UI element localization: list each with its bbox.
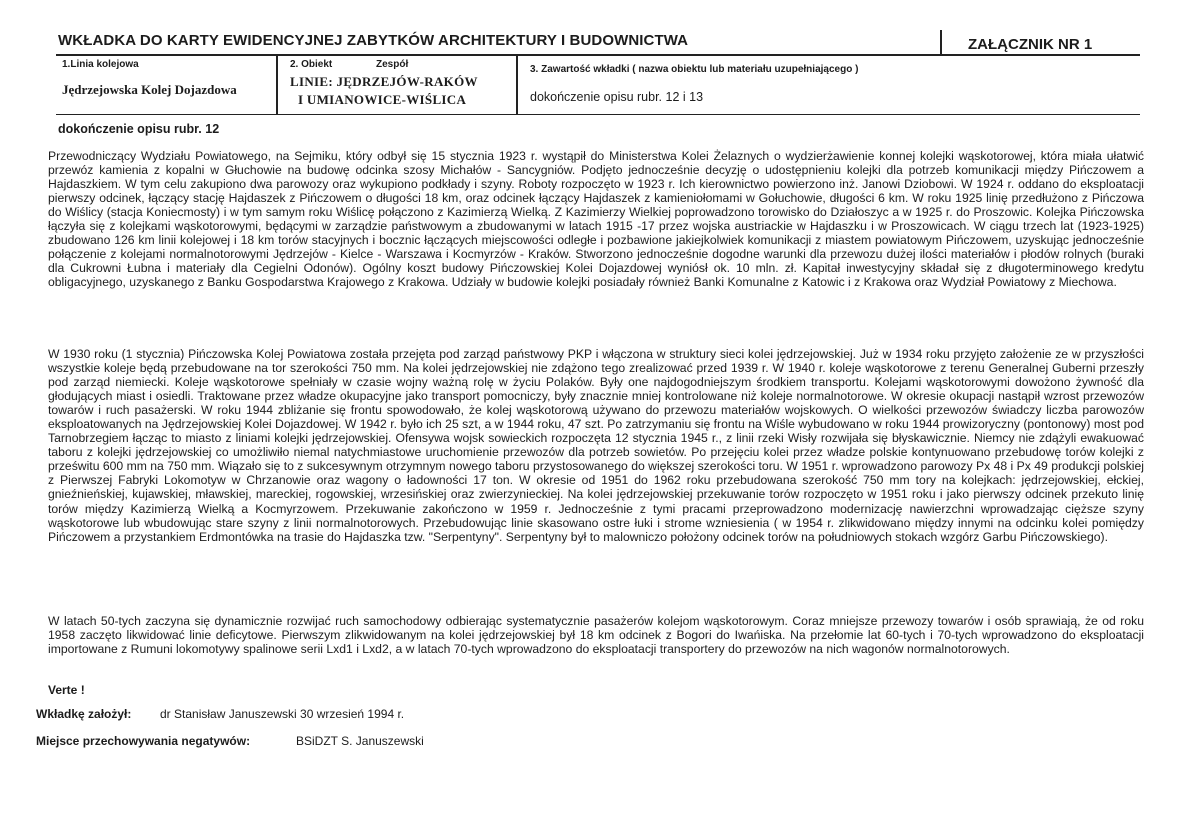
founded-label: Wkładkę założył: xyxy=(36,707,132,721)
cell-divider-1 xyxy=(276,54,278,114)
document-title: WKŁADKA DO KARTY EWIDENCYJNEJ ZABYTKÓW ARCHITEKTURY I BUDOWNICTWA xyxy=(58,32,689,49)
contents-label: 3. Zawartość wkładki ( nazwa obiektu lub materiału uzupełniającego ) xyxy=(530,64,859,75)
section-title: dokończenie opisu rubr. 12 xyxy=(58,122,220,136)
object-value-line-1: LINIE: JĘDRZEJÓW-RAKÓW xyxy=(290,74,478,89)
contents-value: dokończenie opisu rubr. 12 i 13 xyxy=(530,90,704,104)
annex-divider xyxy=(940,30,942,56)
verte-note: Verte ! xyxy=(48,683,85,697)
line-value: Jędrzejowska Kolej Dojazdowa xyxy=(62,82,237,97)
cell-divider-2 xyxy=(516,54,518,114)
cells-bottom-rule xyxy=(56,114,1140,115)
complex-label: Zespół xyxy=(376,59,409,70)
header-rule xyxy=(56,54,1140,56)
paragraph-2: W 1930 roku (1 stycznia) Pińczowska Kolej Powiatowa została przejęta pod zarząd państwowy PKP i włączona w struktury sieci kolei jędrzejowskiej. Już w 1934 roku przyjęto założenie ze w przyszłości wszystkie koleje będą przebudowane na tor szerokości 750 mm. Na kolei jędrzejowskiej nie zdążono tego zrealizować przed 1939 r. W 1940 r. koleje wąskotorowe z terenu Generalnej Guberni przeszły pod zarząd niemiecki. Koleje wąskotorowe spełniały w czasie wojny ważną rolę w życiu Polaków. Były one najdogodniejszym środkiem transportu. Kolejami wąskotorowymi dowożono żywność dla głodujących miast i osiedli. Traktowane przez władze okupacyjne jako transport pomocniczy, były znacznie mniej kontrolowane niż koleje normalnotorowe. W okresie okupacji nastąpił wzrost przewozów towarów i ruch pasażerski. W roku 1944 zbliżanie się frontu spowodowało, że kolej wąskotorową używano do przewozu materiałów wojskowych. O wielkości przewozów świadczy liczba parowozów eksploatowanych na Jędrzejowskiej Kolei Dojazdowej. W 1942 r. było ich 25 szt, a w 1944 roku, 47 szt. Po zatrzymaniu się frontu na Wiśle wybudowano w roku 1944 prowizoryczny (pontonowy) most pod Tarnobrzegiem łącząc to miasto z liniami kolejki jędrzejowskiej. Ofensywa wojsk sowieckich rozpoczęta 12 stycznia 1945 r., z linii rzeki Wisły rozwijała się błyskawicznie. Niemcy nie zdążyli ewakuować taboru z kolejki jędrzejowskiej co umożliwiło niemal natychmiastowe uruchomienie przewozów dla potrzeb sowietów. Po przejęciu kolei przez władze polskie kontynuowano przebudowę torów kolejki z prześwitu 600 mm na 750 mm. Wiązało się to z sukcesywnym otrzymnym nowego taboru przystosowanego do większej szerokości toru. W 1951 r. wprowadzono parowozy Px 48 i Px 49 produkcji polskiej z Pierwszej Fabryki Lokomotyw w Chrzanowie oraz wagony o ładowności 17 ton. W okresie od 1951 do 1962 roku przebudowana szerokość 750 mm tory na kolejkach: jędrzejowskiej, ełckiej, gnieźnieńskiej, kujawskiej, mławskiej, mareckiej, rogowskiej, wrzesińskiej oraz zwierzynieckiej. Na kolei jędrzejowskiej przekuwanie torów rozpoczęto w 1951 roku i jako pierwszy odcinek przekuto linię torów między Kazimierzą Wielką a Kocmyrzowem. Przekuwanie zakończono w 1959 r. Jednocześnie z tymi pracami przeprowadzono modernizację nawierzchni wprowadzając cięższe szyny wąskotorowe lub wbudowując stare szyny z linii normalnotorowych. Przebudowując linie skasowano ostre łuki i strome wzniesienia ( w 1954 r. zlikwidowano między innymi na odcinku kolei pomiędzy Pińczowem a przystankiem Erdmontówka na trasie do Hajdaszka tzw. "Serpentyny". Serpentyny był to malowniczo położony odcinek torów na południowych stokach wzgórz Garbu Pińczowskiego). xyxy=(48,347,1144,544)
annex-number: ZAŁĄCZNIK NR 1 xyxy=(968,36,1093,53)
founded-value: dr Stanisław Januszewski 30 wrzesień 1994 r. xyxy=(160,707,405,721)
object-label: 2. Obiekt xyxy=(290,59,333,70)
paragraph-3: W latach 50-tych zaczyna się dynamicznie rozwijać ruch samochodowy odbierając systematycznie pasażerów kolejom wąskotorowym. Coraz mniejsze przewozy towarów i osób sprawiają, że od roku 1958 zaczęto likwidować linie deficytowe. Pierwszym zlikwidowanym na kolei jędrzejowskiej był 18 km odcinek z Bogori do Iwańiska. Na przełomie lat 60-tych i 70-tych wprowadzono do eksploatacji importowane z Rumuni lokomotywy spalinowe serii Lxd1 i Lxd2, a w latach 70-tych wprowadzono do eksploatacji transportery do przewozów na nich wagonów normalnotorowych. xyxy=(48,614,1144,657)
object-value-line-2: I UMIANOWICE-WIŚLICA xyxy=(298,92,467,107)
paragraph-1: Przewodniczący Wydziału Powiatowego, na Sejmiku, który odbył się 15 stycznia 1923 r. wystąpił do Ministerstwa Kolei Żelaznych o wydzierżawienie konnej kolejki wąskotorowej, która miała ułatwić przewóz kamienia z kopalni w Głuchowie na budowę odcinka szosy Michałów - Sancygniów. Podjęto jednocześnie decyzję o udostępnieniu kolejki dla potrzeb komunikacji między Pińczowem a Hajdaszkiem. W tym celu zakupiono dwa parowozy oraz wykupiono podkłady i szyny. Roboty rozpoczęto w 1923 r. Ich kierownictwo powierzono inż. Janowi Dziobowi. W 1924 r. oddano do eksploatacji pierwszy odcinek, łączący stację Hajdaszek z Pińczowem o długości 18 km, oraz odcinek łączący Hajdaszek z kamieniołomami w Gołuchowie, długości 6 km. W roku 1925 linię przedłużono z Pińczowa do Wiślicy (stacja Koniecmosty) i w tym samym roku Wiślicę połączono z Kazimierzą Wielką. Z Kazimierzy Wielkiej poprowadzono torowisko do Działoszyc a w 1925 r. do Proszowic. Kolejka Pińczowska łączyła się z kolejkami wąskotorowymi, będącymi w zarządzie państwowym a zbudowanymi w latach 1915 -17 przez wojska austriackie w Hajdaszku i w Proszowicach. W ciągu trzech lat (1923-1925) zbudowano 126 km linii kolejowej i 18 km torów stacyjnych i bocznic łączących miejscowości odległe i pozbawione jakiejkolwiek komunikacji z miastem powiatowym Pińczowem, uzyskując jednocześnie połączenie z kolejami normalnotorowymi Jędrzejów - Kielce - Warszawa i Kocmyrzów - Kraków. Stworzono jednocześnie dogodne warunki dla przewozu dużej ilości materiałów i płodów rolnych (buraki dla Cukrowni Łubna i materiały dla Cegielni Odonów). Ogólny koszt budowy Pińczowskiej Kolei Dojazdowej wyniósł ok. 10 mln. zł. Kapitał inwestycyjny składał się z długoterminowego kredytu obligacyjnego, uzyskanego z Banku Gospodarstwa Krajowego z Krakowa. Udziały w budowie kolejki posiadały również Banki Komunalne z Katowic i z Krakowa oraz Wydział Powiatowy z Miechowa. xyxy=(48,149,1144,290)
negatives-value: BSiDZT S. Januszewski xyxy=(296,734,424,748)
line-label: 1.Linia kolejowa xyxy=(62,59,139,70)
negatives-label: Miejsce przechowywania negatywów: xyxy=(36,734,251,748)
